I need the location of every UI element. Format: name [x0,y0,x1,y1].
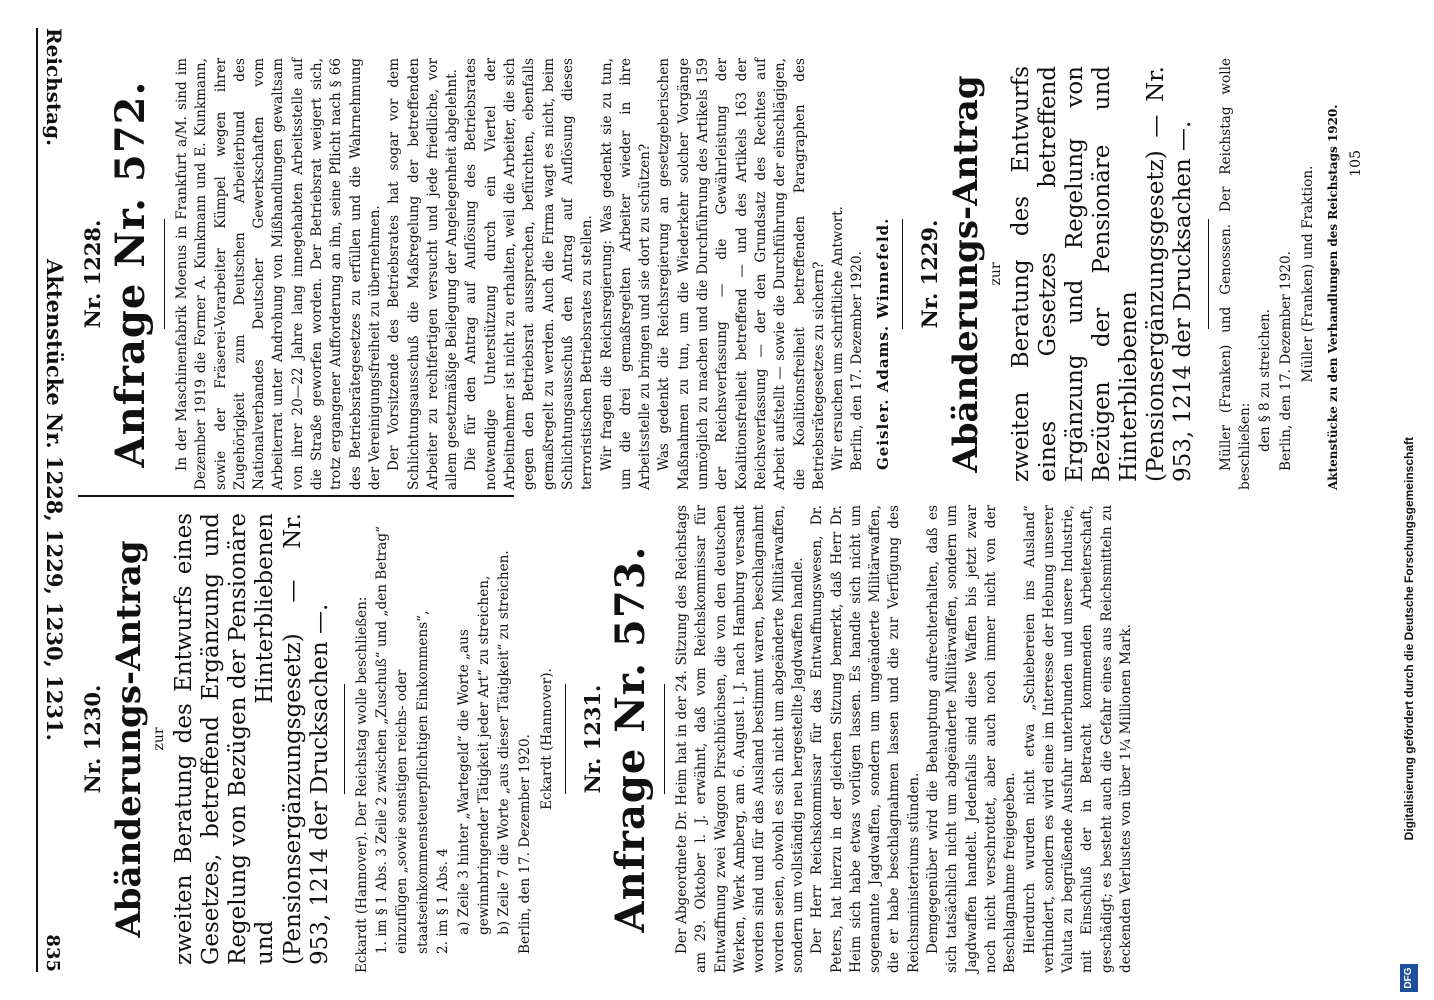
paragraph: In der Maschinenfabrik Moenus in Frankfurt a/M. sind im Dezember 1919 die Former A. Kunkmann und E. Kunkmann, sowie der Fräserei-Vorarbeiter Kümpel wegen ihrer Zugehörigkeit zum Deutschen Arbeiterbund des Nationalverbandes Deutscher Gewerkschaften vom Arbeiterrat unter Androhung von Mißhandlungen gewaltsam von ihrer 20—22 Jahre lang innegehabten Arbeitsstelle auf die Straße geworfen worden. Der Betriebsrat weigert sich, trotz ergangener Aufforderung an ihn, seine Pflicht nach § 66 des Betriebsrätegesetzes zu erfüllen und die Wahrnehmung der Vereinigungsfreiheit zu übernehmen. [174,58,383,490]
motion-intro: Eckardt (Hannover). Der Reichstag wolle beschließen: [353,596,370,973]
paragraph: Was gedenkt die Reichsregierung an gesetzgeberischen Maßnahmen zu tun, um die Wiederkehr solcher Vorgänge unmöglich zu machen und die Durchführung des Artikels 159 der Reichsverfassung — die Gewährleistung der Koalitionsfreiheit betreffend — und des Artikels 163 der Reichsverfassung — der den Grundsatz des Rechtes auf Arbeit aufstellt — sowie die Durchführung der einschlägigen, die Koalitionsfreiheit betreffenden Paragraphen des Betriebsrätegesetzes zu sichern? [656,58,827,490]
motion-subject: zweiten Beratung des Entwurfs eines Gesetzes, betreffend Ergänzung und Regelung von Bezügen der Pensionäre und Hinterbliebenen (Pensionsergänzungsgesetz) — Nr. 953, 1214 der Drucksachen —. [171,513,333,965]
paragraph: Die für den Antrag auf Auflösung des Betriebsrates notwendige Unterstützung durch ein Viertel der Arbeitnehmer ist nicht zu erhalten, weil die Arbeiter, die sich gegen den Betriebsrat aussprechen, befürchten, ebenfalls gemaßregelt zu werden. Auch die Firma wagt es nicht, beim Schlichtungsausschuß den Antrag auf Auflösung dieses terroristischen Betriebsrates zu stellen. [463,58,596,490]
section-title-572: Anfrage Nr. 572. [107,80,154,468]
stamp-text: Digitalisierung gefördert durch die Deutsche Forschungsgemeinschaft [1402,436,1416,840]
section-number-1229: Nr. 1229. [916,219,942,329]
page-number: 105 [1348,150,1364,177]
left-column [74,58,1374,490]
paragraph: Der Herr Reichskommissar für das Entwaffnungswesen, Dr. Peters, hat hierzu in der gleichen Sitzung bemerkt, daß Herr Dr. Heim sich habe etwas vorlügen lassen. Es handle sich nicht um sogenannte Jagdwaffen, sondern um umgeänderte Militärwaffen, die er habe beschlagnahmen lassen und die zur Verfügung des Reichsministeriums stünden. [809,505,922,973]
divider [664,684,665,794]
zur-label: zur [987,262,1004,286]
motion-subject: zweiten Beratung des Entwurfs eines Gesetzes betreffend Ergänzung und Regelung von Bezügen der Pensionäre und Hinterbliebenen (Pensionsergänzungsgesetz) — Nr. 953, 1214 der Drucksachen —. [1007,66,1197,482]
section-number-1231: Nr. 1231. [580,684,606,794]
paragraph: Der Abgeordnete Dr. Heim hat in der 24. Sitzung des Reichstags am 29. Oktober l. J. erwähnt, daß vom Reichskommissar für Entwaffnung zwei Waggon Pirschbüchsen, die von den deutschen Werken, Werk Amberg, am 6. August l. J. nach Hamburg versandt worden sind und für das Ausland bestimmt waren, beschlagnahmt worden seien, obwohl es sich nicht um abgeänderte Militärwaffen, sondern um vollständig neu hergestellte Jagdwaffen handle. [674,505,806,973]
section-title: Abänderungs-Antrag [945,75,986,473]
divider [344,684,345,794]
page-header [36,28,70,972]
header-title: Aktenstücke Nr. 1228, 1229, 1230, 1231. [42,259,67,741]
digitization-stamp [1394,0,1424,1000]
right-column [74,505,1374,973]
motion-item: 1. im § 1 Abs. 3 Zeile 2 zwischen „Zuschuß“ und „den Betrag“ einzufügen „sowie sonstigen reichs- oder staatseinkommensteuerpflichtigen Einkommens“, [374,525,431,954]
date-line: Berlin, den 17. Dezember 1920. [516,734,533,954]
header-left: Reichstag. [42,28,66,147]
paragraph: Wir ersuchen um schriftliche Antwort. [830,206,847,471]
motion-subitem: b) Zeile 7 die Worte „aus dieser Tätigkeit“ zu streichen. [496,550,513,935]
page-footer: Aktenstücke zu den Verhandlungen des Reichstags 1920. [1325,104,1340,490]
divider [902,219,903,329]
signatories: Geisler. Adams. Winnefeld. [873,217,892,470]
signature: Müller (Franken) und Fraktion. [1299,165,1316,383]
signature: Eckardt (Hannover). [539,668,556,810]
section-title-573: Anfrage Nr. 573. [607,545,655,933]
paragraph: Demgegenüber wird die Behauptung aufrechterhalten, daß es sich tatsächlich nicht um abgeänderte Militärwaffen, sondern um Jagdwaffen handelt. Jedenfalls sind diese Waffen bis jetzt zwar noch nicht verschrottet, aber auch noch immer nicht von der Beschlagnahme freigegeben. [925,505,1019,973]
motion-item: 2. im § 1 Abs. 4 [435,848,452,954]
section-title: Abänderungs-Antrag [109,540,149,938]
motion-intro: Müller (Franken) und Genossen. Der Reichstag wolle beschließen: [1217,58,1253,490]
zur-label: zur [151,727,167,751]
section-number-1228: Nr. 1228. [80,219,105,329]
motion-item: den § 8 zu streichen. [1257,308,1274,452]
divider [565,684,566,794]
paragraph: Hierdurch wurden nicht etwa „Schiebereien ins Ausland“ verhindert, sondern es wird eine im Interesse der Hebung unserer Valuta zu begrüßende Ausfuhr unterbunden und unsere Industrie, mit Einschluß der in Betracht kommenden Arbeiterschaft, geschädigt; es besteht auch die Gefahr eines aus Reichsmitteln zu deckenden Verlustes von über 1¼ Millionen Mark. [1021,505,1134,973]
paragraph: Wir fragen die Reichsregierung: Was gedenkt sie zu tun, um die drei gemaßregelten Arbeiter wieder in ihre Arbeitsstelle zu bringen und sie dort zu schützen? [598,58,654,490]
dfg-logo-icon: DFG [1400,964,1418,992]
date-line: Berlin, den 17. Dezember 1920. [1277,251,1294,471]
divider [164,219,165,329]
header-page-number: 835 [42,934,63,972]
date-line: Berlin, den 17. Dezember 1920. [849,251,866,471]
column-divider [78,495,514,497]
divider [1208,219,1209,329]
paragraph: Der Vorsitzende des Betriebsrates hat sogar vor dem Schlichtungsausschuß die Maßregelung der betreffenden Arbeiter zu rechtfertigen versucht und jede friedliche, vor allem gesetzmäßige Beilegung der Angelegenheit abgelehnt. [386,58,461,490]
motion-subitem: a) Zeile 3 hinter „Wartegeld“ die Worte „aus gewinnbringender Tätigkeit jeder Art“ zu streichen, [455,575,492,935]
section-number-1230: Nr. 1230. [80,684,105,794]
